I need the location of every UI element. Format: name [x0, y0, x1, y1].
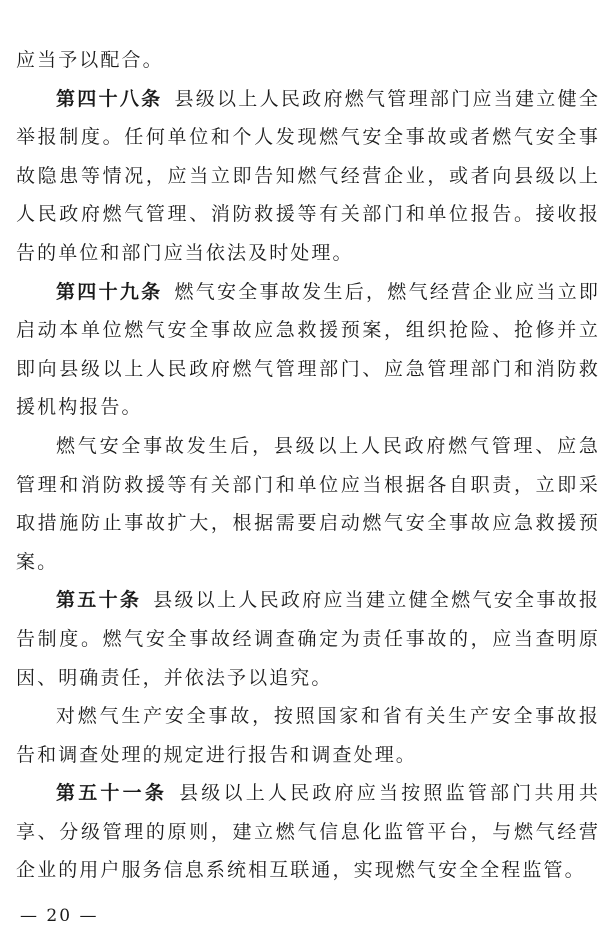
paragraph-text: 燃气安全事故发生后，燃气经营企业应当立即启动本单位燃气安全事故应急救援预案，组织抢险、抢修并立即向县级以上人民政府燃气管理部门、应急管理部门和消防救援机构报告。	[16, 280, 600, 419]
body-text	[16, 41, 600, 890]
paragraph-text: 县级以上人民政府燃气管理部门应当建立健全举报制度。任何单位和个人发现燃气安全事故或者燃气安全事故隐患等情况，应当立即告知燃气经营企业，或者向县级以上人民政府燃气管理、消防救援等有关部门和单位报告。接收报告的单位和部门应当依法及时处理。	[16, 87, 600, 264]
paragraph-text: 县级以上人民政府应当建立健全燃气安全事故报告制度。燃气安全事故经调查确定为责任事故的，应当查明原因、明确责任，并依法予以追究。	[16, 589, 600, 689]
article-heading: 第四十八条	[56, 87, 163, 110]
paragraph-text: 应当予以配合。	[16, 49, 164, 71]
paragraph-text: 燃气安全事故发生后，县级以上人民政府燃气管理、应急管理和消防救援等有关部门和单位应当根据各自职责，立即采取措施防止事故扩大，根据需要启动燃气安全事故应急救援预案。	[16, 434, 600, 573]
article-49	[16, 273, 600, 427]
article-50-paragraph-2	[16, 697, 600, 774]
page-number: — 20 —	[20, 906, 99, 926]
paragraph-continuation	[16, 41, 600, 80]
article-51	[16, 774, 600, 890]
article-heading: 第五十一条	[56, 782, 168, 805]
article-48	[16, 80, 600, 273]
paragraph-text: 对燃气生产安全事故，按照国家和省有关生产安全事故报告和调查处理的规定进行报告和调查处理。	[16, 705, 600, 766]
paragraph-text: 县级以上人民政府应当按照监管部门共用共享、分级管理的原则，建立燃气信息化监管平台，与燃气经营企业的用户服务信息系统相互联通，实现燃气安全全程监管。	[16, 782, 600, 882]
article-50	[16, 581, 600, 697]
article-heading: 第四十九条	[56, 280, 163, 303]
article-heading: 第五十条	[56, 589, 142, 612]
article-49-paragraph-2	[16, 427, 600, 581]
